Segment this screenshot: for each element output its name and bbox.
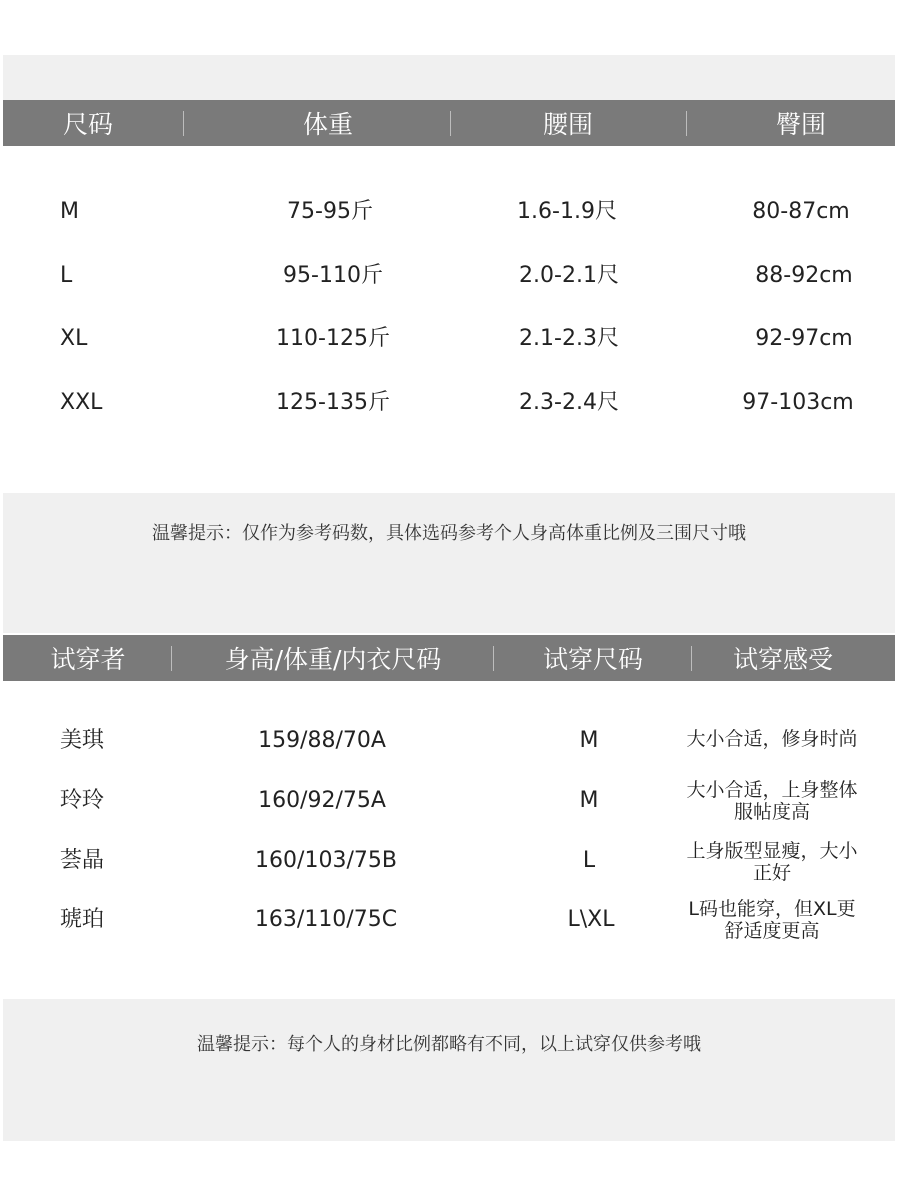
header-stats: 身高/体重/内衣尺码 — [224, 645, 442, 674]
feeling-line: 正好 — [752, 862, 791, 884]
tip-band — [3, 999, 895, 1141]
header-hip: 臀围 — [775, 110, 826, 139]
header-size: 尺码 — [62, 110, 113, 139]
tryon-feeling — [677, 898, 867, 942]
header-tester: 试穿者 — [50, 645, 126, 674]
size-cell: XXL — [60, 390, 103, 415]
weight-cell: 75-95斤 — [287, 199, 373, 224]
waist-cell: 2.0-2.1尺 — [519, 263, 619, 288]
header-weight: 体重 — [302, 110, 353, 139]
feeling-line: 大小合适，上身整体 — [686, 779, 858, 801]
hip-cell: 92-97cm — [755, 326, 853, 351]
hip-cell: 97-103cm — [742, 390, 854, 415]
feeling-line: 服帖度高 — [733, 801, 810, 823]
tester-stats: 163/110/75C — [254, 907, 398, 932]
header-divider — [686, 111, 687, 136]
weight-cell: 110-125斤 — [276, 326, 390, 351]
feeling-line: 舒适度更高 — [724, 920, 820, 942]
size-table-header — [3, 100, 895, 146]
header-divider — [493, 646, 494, 671]
feeling-line: L码也能穿，但XL更 — [688, 898, 856, 920]
tryon-table-header — [3, 635, 895, 681]
size-tip-text: 温馨提示：仅作为参考码数，具体选码参考个人身高体重比例及三围尺寸哦 — [152, 523, 746, 544]
size-cell: L — [60, 263, 73, 288]
tried-size: L\XL — [567, 907, 615, 932]
hip-cell: 88-92cm — [755, 263, 853, 288]
size-cell: M — [60, 199, 79, 224]
hip-cell: 80-87cm — [752, 199, 850, 224]
tester-stats: 160/92/75A — [258, 788, 386, 813]
top-band — [3, 55, 895, 100]
tryon-tip-text: 温馨提示：每个人的身材比例都略有不同，以上试穿仅供参考哦 — [197, 1034, 701, 1055]
tester-name: 荟晶 — [60, 848, 105, 873]
tried-size: L — [582, 848, 596, 873]
tryon-feeling — [677, 779, 867, 823]
header-tried-size: 试穿尺码 — [542, 645, 643, 674]
tryon-feeling — [677, 840, 867, 884]
tried-size: M — [579, 788, 599, 813]
header-divider — [450, 111, 451, 136]
tester-stats: 159/88/70A — [258, 728, 386, 753]
feeling-line: 上身版型显瘦，大小 — [686, 840, 858, 862]
tester-name: 琥珀 — [60, 907, 105, 932]
feeling-line: 大小合适，修身时尚 — [686, 728, 858, 750]
header-waist: 腰围 — [542, 110, 593, 139]
tip-band — [3, 493, 895, 633]
weight-cell: 125-135斤 — [276, 390, 390, 415]
header-divider — [183, 111, 184, 136]
header-divider — [691, 646, 692, 671]
waist-cell: 2.1-2.3尺 — [519, 326, 619, 351]
header-feeling: 试穿感受 — [732, 645, 833, 674]
weight-cell: 95-110斤 — [283, 263, 383, 288]
size-cell: XL — [60, 326, 88, 351]
tester-name: 玲玲 — [60, 788, 105, 813]
tester-name: 美琪 — [60, 728, 105, 753]
header-divider — [171, 646, 172, 671]
waist-cell: 1.6-1.9尺 — [517, 199, 617, 224]
waist-cell: 2.3-2.4尺 — [519, 390, 619, 415]
tryon-feeling — [677, 728, 867, 750]
tried-size: M — [579, 728, 599, 753]
tester-stats: 160/103/75B — [255, 848, 397, 873]
